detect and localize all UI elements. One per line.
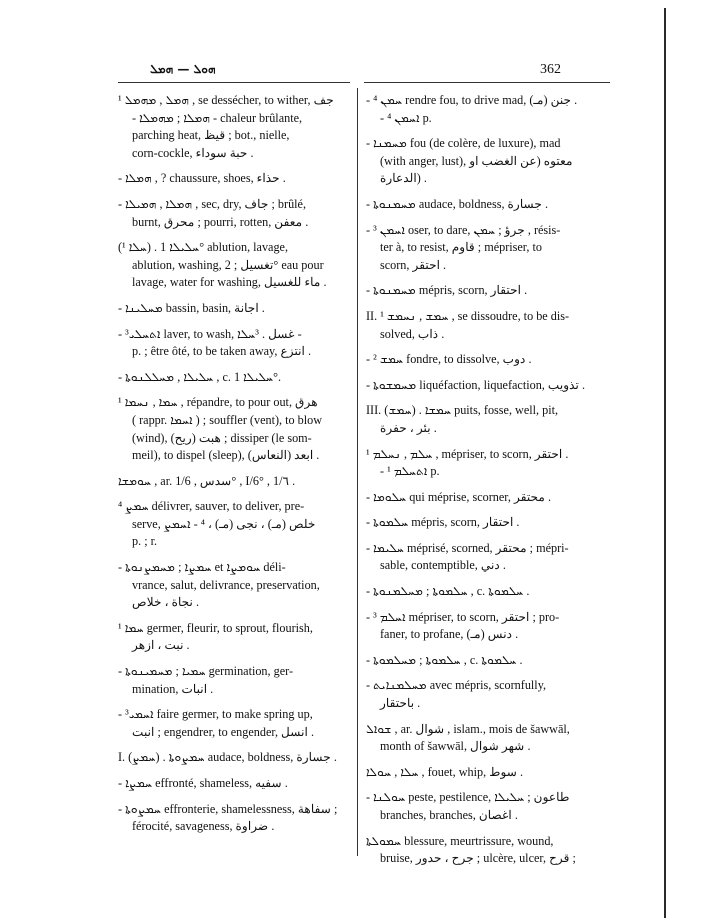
entry-line: meil), to dispel (sleep), ابعد (النعاس) . <box>132 448 320 463</box>
entry-line: - ܗܡܠܐ , ܗܡܝܠܐ , sec, dry, جاف ; brûlé, <box>118 196 307 211</box>
entry-line: - ܗܡܠܐ , ? chaussure, shoes, حذاء . <box>118 171 286 186</box>
entry-line: نبت ، ازهر . <box>132 638 190 653</box>
dictionary-entry <box>118 749 354 767</box>
entry-line: - ܡܚܠܡܢܐܝܬ avec mépris, scornfully, <box>366 678 547 693</box>
dictionary-entry <box>366 196 608 214</box>
entry-line: ܫܘܐܠ , ar. شوال , islam., mois de šawwāl, <box>366 721 570 736</box>
entry-line: - ܚܠܡܘܬܐ ; ܡܚܠܡܢܘܬܐ , c. ܚܠܡܘܬܐ . <box>366 584 530 599</box>
column-divider <box>357 88 358 856</box>
left-column <box>118 92 354 844</box>
dictionary-entry <box>366 583 608 601</box>
entry-line: - ܚܡܝܐ ; ܡܚܡܝܢܘܬܐ germination, ger- <box>118 664 294 679</box>
dictionary-entry <box>118 300 354 318</box>
entry-line: I. (ܚܡܨ) . ܚܡܨܘܬܐ audace, boldness, جسارة . <box>118 750 337 765</box>
entry-line: scorn, احتقر . <box>380 257 447 272</box>
entry-line: lavage, water for washing, ماء للغسيل . <box>132 275 327 290</box>
entry-line: faner, to profane, دنس (مـ) . <box>380 627 519 642</box>
entry-line: - ܡܚܠܝܢܐ bassin, basin, اجانة . <box>118 300 265 315</box>
dictionary-entry <box>118 801 354 836</box>
entry-line: (with anger, lust), معتوه (عن الغضب او <box>380 153 573 168</box>
entry-line: - ܚܡܨܐ effronté, shameless, سفيه . <box>118 776 288 790</box>
entry-line: - ܚܠܘܡܐ qui méprise, scorner, محتقر . <box>366 489 552 504</box>
entry-line: III. (ܚܡܫ) . ܚܡܫܐ puits, fosse, well, pit, <box>366 403 559 418</box>
entry-line: بئر ، حفرة . <box>380 420 437 435</box>
entry-line: - ܡܚܡܢܐ fou (de colère, de luxure), mad <box>366 136 561 151</box>
dictionary-entry <box>366 721 608 756</box>
dictionary-entry <box>366 514 608 532</box>
entry-line: (wind), هبت (ريح) ; dissiper (le som- <box>132 430 312 445</box>
dictionary-entry <box>366 677 608 712</box>
dictionary-entry <box>366 308 608 343</box>
entry-line: branches, branches, اغصان . <box>380 808 518 822</box>
dictionary-entry <box>118 473 354 491</box>
dictionary-entry <box>366 377 608 395</box>
header-rule-left <box>118 82 350 83</box>
entry-line: serve, خلص (مـ) ، نجى (مـ) ، ⁴ - ܐܚܡܨ <box>132 516 316 531</box>
entry-line: vrance, salut, delivrance, preservation, <box>132 577 320 592</box>
entry-line: p. ; être ôté, to be taken away, انتزع . <box>132 344 311 359</box>
entry-line: mination, انبات . <box>132 681 214 696</box>
header-rule-right <box>364 82 610 83</box>
right-column <box>366 92 608 876</box>
entry-line: ¹ ܚܡܐ germer, fleurir, to sprout, flourish, <box>118 620 313 635</box>
page-edge <box>664 8 666 918</box>
dictionary-entry <box>118 706 354 741</box>
page-number: 362 <box>540 62 561 77</box>
dictionary-entry <box>118 92 354 162</box>
entry-line: ¹ ܚܡܐ , ܢܚܡܐ , répandre, to pour out, هرق <box>118 395 318 410</box>
entry-line: - ܡܚܡܫܘܬܐ liquéfaction, liquefaction, تذويب . <box>366 377 586 392</box>
entry-line: - ³ܐܬܚܠܝ laver, to wash, غسل . ³ܚܠܐ - <box>118 326 302 341</box>
entry-line: ¹ ܚܠܡ , ܢܚܠܡ , mépriser, to scorn, احتقر . <box>366 446 569 461</box>
entry-line: - ܡܚܡܢܘܬܐ audace, boldness, جسارة . <box>366 196 549 211</box>
dictionary-entry <box>366 652 608 670</box>
dictionary-entry <box>366 92 608 127</box>
entry-line: ܚܘܡܫܐ , ar. سدس , 1/6° , I/6° , 1/٦ . <box>118 473 296 488</box>
dictionary-entry <box>118 196 354 231</box>
dictionary-entry <box>118 559 354 612</box>
dictionary-entry <box>366 282 608 300</box>
dictionary-entry <box>366 609 608 644</box>
entry-line: - ³ܐܚܡܝ faire germer, to make spring up, <box>118 707 313 722</box>
entry-line: férocité, savageness, ضراوة . <box>132 819 275 834</box>
entry-line: - ⁴ ܚܡܢ rendre fou, to drive mad, جنن (مـ) . <box>366 93 578 107</box>
entry-line: corn-cockle, حبة سوداء . <box>132 145 254 160</box>
dictionary-entry <box>118 775 354 793</box>
entry-line: sable, contemptible, دني . <box>380 558 506 573</box>
dictionary-entry <box>366 789 608 824</box>
dictionary-entry <box>366 764 608 782</box>
running-head: ܗܘܠ — ܗܡܠ <box>150 62 216 76</box>
entry-line: - ܚܡܨܘܬܐ effronterie, shamelessness, سفاهة ; <box>118 801 338 816</box>
entry-line: - ܚܠܝܡܐ méprisé, scorned, محتقر ; mépri- <box>366 540 569 555</box>
entry-line: solved, ذاب . <box>380 326 445 341</box>
dictionary-entry <box>118 170 354 188</box>
entry-line: ter à, to resist, قاوم ; mépriser, to <box>380 240 542 255</box>
dictionary-entry <box>118 498 354 551</box>
entry-line: - ܚܘܠܢܐ peste, pestilence, طاعون ; ܚܠܝܠܐ <box>366 790 570 805</box>
dictionary-entry <box>118 394 354 464</box>
dictionary-entry <box>366 402 608 437</box>
entry-line: باحتقار . <box>380 696 421 711</box>
entry-line: month of šawwāl, شهر شوال . <box>380 739 531 754</box>
entry-line: parching heat, قيظ ; bot., nielle, <box>132 128 290 143</box>
entry-line: انبت ; engendrer, to engender, انسل . <box>132 724 315 739</box>
dictionary-entry <box>366 540 608 575</box>
entry-line: ⁴ ܚܡܨ délivrer, sauver, to deliver, pre- <box>118 499 305 514</box>
dictionary-entry <box>118 369 354 387</box>
entry-line: ¹ ܗܡܠ , ܡܗܡܠ , se dessécher, to wither, جف <box>118 93 334 107</box>
entry-line: II. ¹ ܚܡܫ , ܢܚܡܫ , se dissoudre, to be dis- <box>366 308 570 323</box>
entry-line: p. ; r. <box>132 534 158 549</box>
dictionary-entry <box>366 135 608 188</box>
dictionary-entry <box>366 489 608 507</box>
entry-line: - ܚܠܡܘܬܐ ; ܡܚܠܡܘܬܐ , c. ܚܠܡܘܬܐ . <box>366 652 523 667</box>
dictionary-entry <box>366 446 608 481</box>
entry-line: - ܚܠܡܘܬܐ mépris, scorn, احتقار . <box>366 515 520 530</box>
entry-line: (¹ ܚܠܐ) . ܚܠܝܠܐ 1° ablution, lavage, <box>118 240 289 255</box>
entry-line: - ܚܠܝܠܐ , ܡܚܠܠܢܘܬܐ , c. ܚܠܝܠܐ 1°. <box>118 369 281 384</box>
entry-line: - ³ ܐܚܠܡ mépriser, to scorn, احتقر ; pro- <box>366 609 560 624</box>
entry-line: - ¹ ܐܬܚܠܡ p. <box>380 464 440 479</box>
entry-line: burnt, محرق ; pourri, rotten, معفن . <box>132 214 309 229</box>
entry-line: - ܚܡܨܐ ; ܡܚܡܨܢܘܬܐ et ܚܘܡܨܐ déli- <box>118 560 286 575</box>
entry-line: - ² ܚܡܫ fondre, to dissolve, دوب . <box>366 352 532 367</box>
entry-line: ablution, washing, تغسيل ; 2° eau pour <box>132 257 324 272</box>
dictionary-entry <box>366 222 608 275</box>
entry-line: الدعارة) . <box>380 171 427 186</box>
entry-line: ܚܠܐ , ܚܘܠܐ , fouet, whip, سوط . <box>366 764 524 779</box>
entry-line: - ³ ܐܚܡܢ oser, to dare, جرؤ ; ܚܡܢ , résis- <box>366 222 561 237</box>
dictionary-entry <box>118 326 354 361</box>
entry-line: نجاة ، خلاص . <box>132 595 200 610</box>
entry-line: - ܗܡܠܐ ; ܡܗܡܠܐ - chaleur brûlante, <box>132 110 303 125</box>
entry-line: - ⁴ ܐܚܡܢ p. <box>380 110 432 125</box>
entry-line: ܚܡܘܠܬܐ blessure, meurtrissure, wound, <box>366 833 554 848</box>
entry-line: - ܡܚܡܢܘܬܐ mépris, scorn, احتقار . <box>366 283 528 298</box>
dictionary-entry <box>118 620 354 655</box>
dictionary-entry <box>118 239 354 292</box>
entry-line: ( rappr. ܐܚܡܐ ) ; souffler (vent), to blow <box>132 412 323 427</box>
entry-line: bruise, جرح ، حدور ; ulcère, ulcer, قرح ; <box>380 851 576 866</box>
dictionary-entry <box>118 663 354 698</box>
dictionary-entry <box>366 833 608 868</box>
dictionary-entry <box>366 351 608 369</box>
